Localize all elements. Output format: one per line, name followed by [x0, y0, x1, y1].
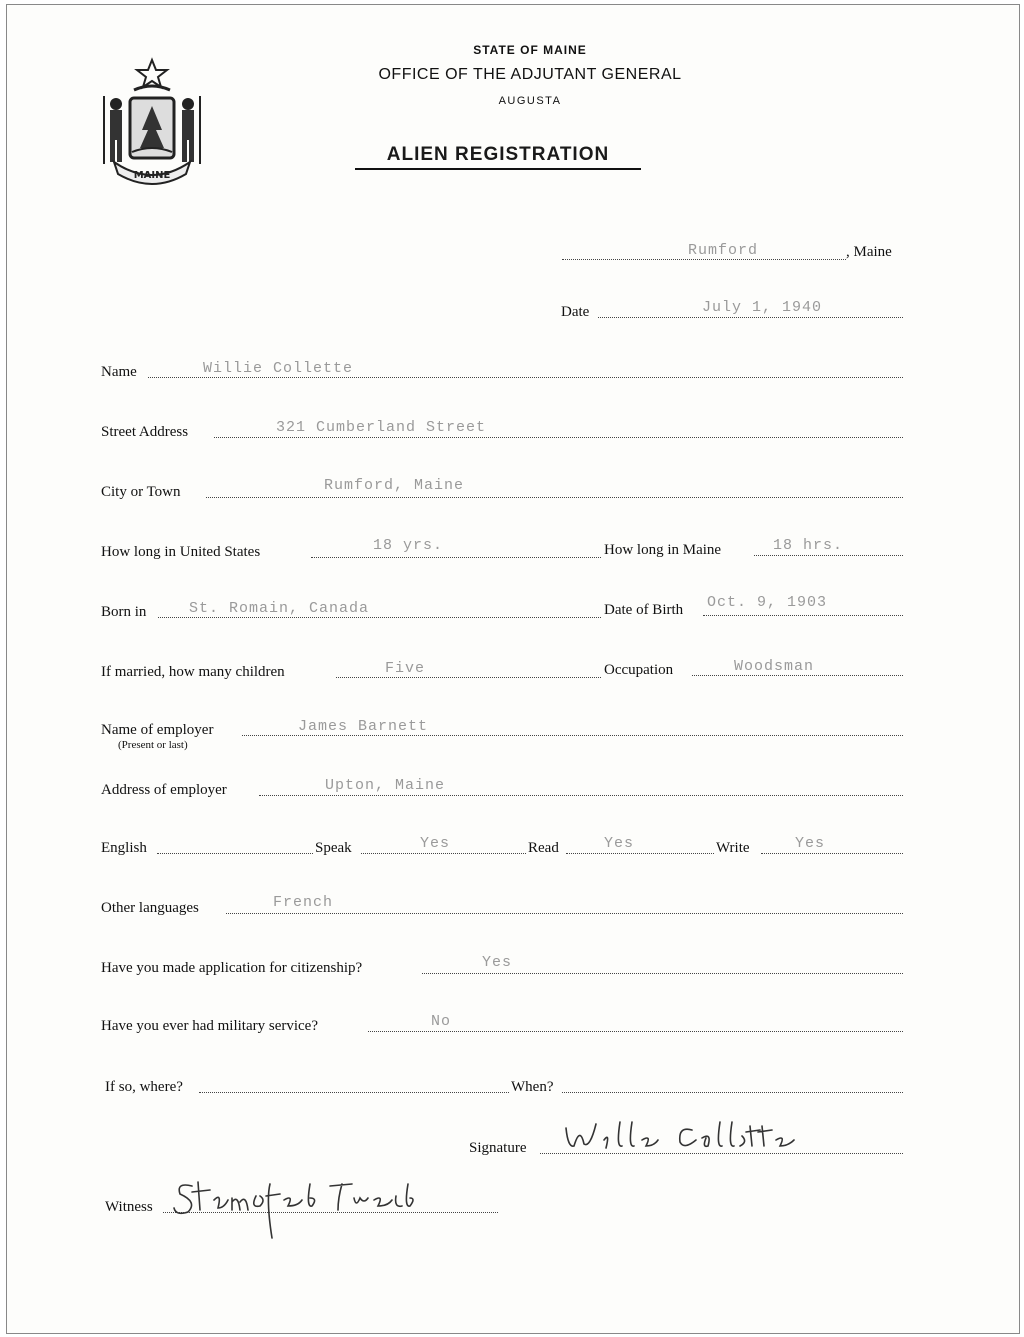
dob-line: [703, 615, 903, 616]
name-label: Name: [101, 364, 137, 380]
speak-value: Yes: [420, 835, 451, 852]
write-line: [761, 853, 903, 854]
signature-label: Signature: [469, 1140, 527, 1156]
speak-line: [361, 853, 526, 854]
when-line: [562, 1092, 903, 1093]
military-value: No: [431, 1013, 452, 1030]
maine-duration-label: How long in Maine: [604, 542, 722, 558]
date-label: Date: [561, 304, 590, 320]
english-label: English: [101, 840, 147, 856]
speak-label: Speak: [315, 840, 352, 856]
military-line: [368, 1031, 903, 1032]
employer-label: Name of employer: [101, 722, 214, 738]
street-address-label: Street Address: [101, 424, 189, 440]
employer-value: James Barnett: [298, 718, 429, 735]
maine-duration-line: [754, 555, 903, 556]
born-in-label: Born in: [101, 604, 147, 620]
employer-line: [242, 735, 903, 736]
witness-signature: [170, 1178, 420, 1240]
occupation-value: Woodsman: [734, 658, 815, 675]
other-languages-label: Other languages: [101, 900, 199, 916]
maine-state-seal: [96, 56, 208, 186]
us-duration-line: [311, 557, 601, 558]
employer-address-value: Upton, Maine: [325, 777, 446, 794]
state-heading: STATE OF MAINE: [473, 43, 587, 57]
form-title: ALIEN REGISTRATION: [386, 144, 610, 165]
witness-label: Witness: [105, 1199, 153, 1215]
employer-sublabel: (Present or last): [118, 739, 188, 751]
other-languages-line: [226, 913, 903, 914]
svg-text:MAINE: MAINE: [133, 170, 171, 181]
title-underline: [355, 168, 641, 170]
city-line: [206, 497, 903, 498]
city-heading: AUGUSTA: [498, 95, 562, 107]
occupation-line: [692, 675, 903, 676]
dob-value: Oct. 9, 1903: [707, 594, 828, 611]
children-label: If married, how many children: [101, 664, 285, 680]
street-address-line: [214, 437, 903, 438]
born-in-value: St. Romain, Canada: [189, 600, 370, 617]
name-line: [148, 377, 903, 378]
street-address-value: 321 Cumberland Street: [276, 419, 487, 436]
office-heading: OFFICE OF THE ADJUTANT GENERAL: [378, 66, 682, 83]
born-in-line: [158, 617, 601, 618]
date-value: July 1, 1940: [702, 299, 823, 316]
children-line: [336, 677, 601, 678]
town-value: Rumford: [688, 242, 759, 259]
name-value: Willie Collette: [203, 360, 354, 377]
children-value: Five: [385, 660, 426, 677]
handwritten-signature: [562, 1118, 832, 1158]
date-line: [598, 317, 903, 318]
where-label: If so, where?: [105, 1079, 183, 1095]
town-suffix: , Maine: [846, 244, 892, 260]
when-label: When?: [511, 1079, 554, 1095]
dob-label: Date of Birth: [604, 602, 684, 618]
read-line: [566, 853, 714, 854]
citizenship-value: Yes: [482, 954, 513, 971]
occupation-label: Occupation: [604, 662, 674, 678]
maine-duration-value: 18 hrs.: [773, 537, 844, 554]
town-line: [562, 259, 846, 260]
us-duration-value: 18 yrs.: [373, 537, 444, 554]
write-label: Write: [716, 840, 750, 856]
english-line: [157, 853, 313, 854]
employer-address-label: Address of employer: [101, 782, 227, 798]
read-value: Yes: [604, 835, 635, 852]
employer-address-line: [259, 795, 903, 796]
city-value: Rumford, Maine: [324, 477, 465, 494]
read-label: Read: [528, 840, 559, 856]
where-line: [199, 1092, 509, 1093]
other-languages-value: French: [273, 894, 334, 911]
military-label: Have you ever had military service?: [101, 1018, 318, 1034]
write-value: Yes: [795, 835, 826, 852]
city-label: City or Town: [101, 484, 181, 500]
citizenship-line: [422, 973, 903, 974]
us-duration-label: How long in United States: [101, 544, 261, 560]
citizenship-label: Have you made application for citizenship?: [101, 960, 363, 976]
